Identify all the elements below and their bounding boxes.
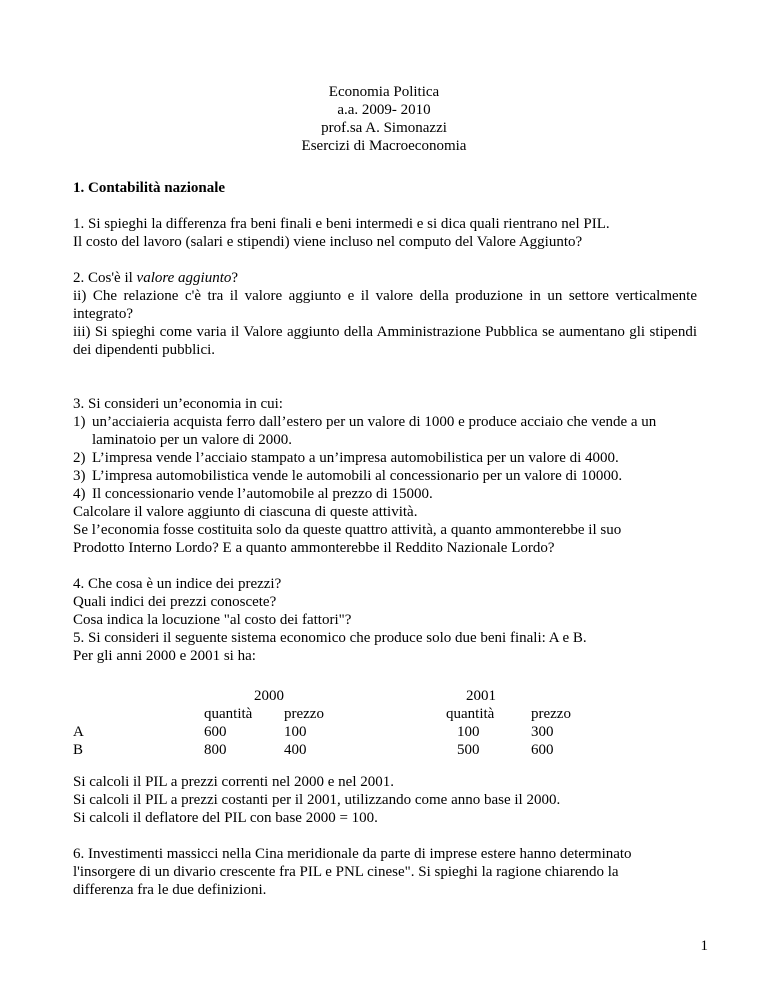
question-5-tasks: [73, 773, 697, 827]
question-5-line-2: Per gli anni 2000 e 2001 si ha:: [73, 648, 256, 664]
table-cell-a-qty-2000: 600: [204, 724, 227, 740]
document-title: Esercizi di Macroeconomia: [301, 138, 467, 154]
list-item-number: 3): [73, 468, 86, 484]
table-cell-a-price-2000: 100: [284, 724, 307, 740]
question-3-list: [73, 413, 697, 503]
table-header-price-2000: prezzo: [284, 706, 324, 722]
table-cell-b-price-2001: 600: [531, 742, 554, 758]
question-5-intro: [73, 629, 697, 665]
table-cell-b-price-2000: 400: [284, 742, 307, 758]
list-item: [73, 413, 697, 449]
list-item-text: L’impresa vende l’acciaio stampato a un’impresa automobilistica per un valore di 4000.: [92, 450, 619, 466]
table-cell-b-qty-2001: 500: [457, 742, 480, 758]
question-2-emphasis: valore aggiunto: [136, 270, 232, 286]
course-title: Economia Politica: [328, 84, 440, 100]
table-year-2000: 2000: [254, 688, 284, 704]
question-6-line-2: l'insorgere di un divario crescente fra PIL e PNL cinese". Si spieghi la ragione chiarendo la: [73, 864, 619, 880]
question-3: [73, 395, 697, 503]
list-item-text: un’acciaieria acquista ferro dall’estero per un valore di 1000 e produce acciaio che vende a un laminatoio per un valore di 2000.: [92, 414, 657, 448]
table-row-good-b: B: [73, 742, 84, 758]
question-3-task-1: Calcolare il valore aggiunto di ciascuna di queste attività.: [73, 504, 418, 520]
list-item: [73, 449, 697, 467]
question-4-line-2: Quali indici dei prezzi conoscete?: [73, 594, 277, 610]
question-2-prefix: 2. Cos'è il: [73, 270, 137, 286]
question-3-intro: 3. Si consideri un’economia in cui:: [73, 396, 283, 412]
list-item-text: L’impresa automobilistica vende le automobili al concessionario per un valore di 10000.: [92, 468, 623, 484]
table-header-quantity-2000: quantità: [204, 706, 253, 722]
price-quantity-table: [73, 687, 573, 759]
question-2-part-ii: ii) Che relazione c'è tra il valore aggiunto e il valore della produzione in un settore verticalmente integrato?: [73, 288, 697, 322]
question-2-line-1: [73, 269, 697, 287]
list-item-number: 1): [73, 414, 86, 430]
question-1-line-1: 1. Si spieghi la differenza fra beni finali e beni intermedi e si dica quali rientrano nel PIL.: [73, 216, 610, 232]
table-cell-a-qty-2001: 100: [457, 724, 480, 740]
question-6-line-3: differenza fra le due definizioni.: [73, 882, 267, 898]
table-header-quantity-2001: quantità: [446, 706, 495, 722]
question-1: [73, 215, 697, 251]
table-header-price-2001: prezzo: [531, 706, 571, 722]
question-3-tasks: [73, 503, 697, 557]
question-4-line-3: Cosa indica la locuzione "al costo dei fattori"?: [73, 612, 352, 628]
question-3-task-3: Prodotto Interno Lordo? E a quanto ammonterebbe il Reddito Nazionale Lordo?: [73, 540, 555, 556]
table-cell-a-price-2001: 300: [531, 724, 554, 740]
table-year-2001: 2001: [466, 688, 496, 704]
question-2-part-iii: iii) Si spieghi come varia il Valore aggiunto della Amministrazione Pubblica se aumentano gli stipendi dei dipendenti pubblici.: [73, 324, 697, 358]
question-3-task-2: Se l’economia fosse costituita solo da queste quattro attività, a quanto ammonterebbe il suo: [73, 522, 622, 538]
question-2-suffix: ?: [231, 270, 239, 286]
table-row-good-a: A: [73, 724, 84, 740]
question-2: [73, 269, 697, 359]
section-title: 1. Contabilità nazionale: [73, 180, 226, 196]
question-5-task-3: Si calcoli il deflatore del PIL con base 2000 = 100.: [73, 810, 378, 826]
question-6: [73, 845, 697, 899]
page-number: 1: [700, 938, 708, 954]
list-item-number: 2): [73, 450, 86, 466]
question-4-line-1: 4. Che cosa è un indice dei prezzi?: [73, 576, 282, 592]
question-5-task-1: Si calcoli il PIL a prezzi correnti nel 2000 e nel 2001.: [73, 774, 395, 790]
question-5-line-1: 5. Si consideri il seguente sistema economico che produce solo due beni finali: A e B.: [73, 630, 587, 646]
professor-name: prof.sa A. Simonazzi: [321, 120, 447, 136]
list-item: [73, 485, 697, 503]
table-cell-b-qty-2000: 800: [204, 742, 227, 758]
document-header: [0, 83, 768, 155]
list-item-text: Il concessionario vende l’automobile al prezzo di 15000.: [92, 486, 433, 502]
list-item: [73, 467, 697, 485]
question-6-line-1: 6. Investimenti massicci nella Cina meridionale da parte di imprese estere hanno determinato: [73, 846, 632, 862]
academic-year: a.a. 2009- 2010: [337, 102, 431, 118]
question-4: [73, 575, 697, 629]
question-5-task-2: Si calcoli il PIL a prezzi costanti per il 2001, utilizzando come anno base il 2000.: [73, 792, 561, 808]
list-item-number: 4): [73, 486, 86, 502]
question-1-line-2: Il costo del lavoro (salari e stipendi) viene incluso nel computo del Valore Aggiunto?: [73, 234, 583, 250]
